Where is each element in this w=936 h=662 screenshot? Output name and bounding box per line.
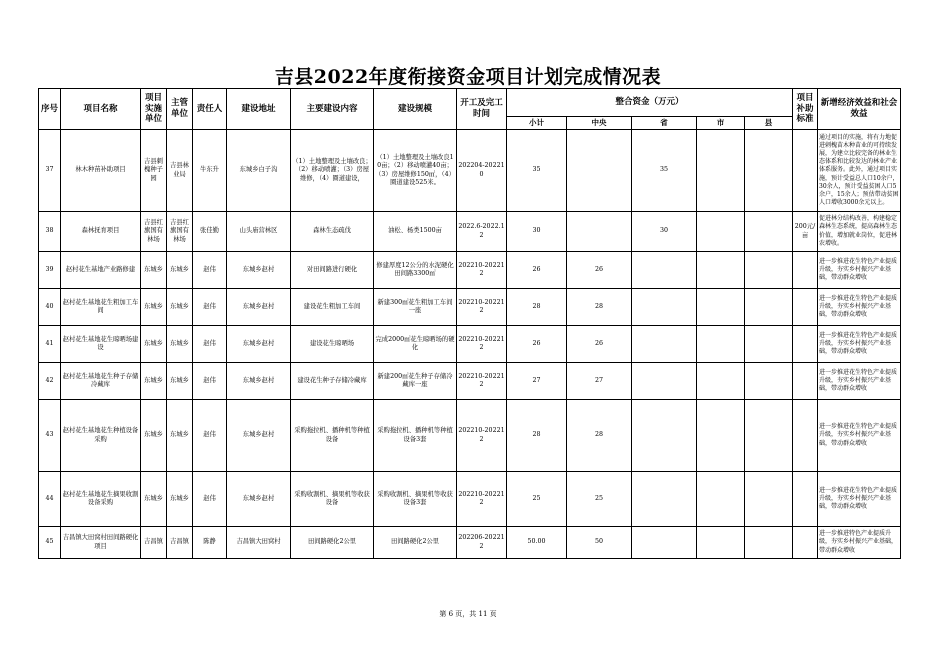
central-cell: 50	[567, 527, 632, 559]
county-cell	[745, 363, 793, 400]
supervisor-cell: 吉昌镇	[167, 527, 193, 559]
city-cell	[697, 527, 745, 559]
province-cell: 30	[632, 212, 697, 252]
subsidy-cell	[793, 472, 818, 527]
location-cell: 山头庙营林区	[227, 212, 291, 252]
province-cell	[632, 252, 697, 289]
header-scale: 建设规模	[374, 89, 457, 130]
period-cell: 202206-202212	[457, 527, 507, 559]
header-subtotal: 小计	[507, 117, 567, 130]
city-cell	[697, 400, 745, 472]
seq-cell: 39	[39, 252, 61, 289]
subtotal-cell: 28	[507, 289, 567, 326]
subtotal-cell: 26	[507, 326, 567, 363]
location-cell: 东城乡赵村	[227, 326, 291, 363]
header-funds: 整合资金（万元）	[507, 89, 793, 117]
location-cell: 东城乡赵村	[227, 363, 291, 400]
header-impl-unit: 项目实施单位	[141, 89, 167, 130]
content-cell: 采购拖拉机、播种机等种植设备	[291, 400, 374, 472]
central-cell: 26	[567, 252, 632, 289]
supervisor-cell: 东城乡	[167, 326, 193, 363]
name-cell: 吉昌镇大田窝村田间路硬化项目	[61, 527, 141, 559]
content-cell: 建设花生种子存储冷藏库	[291, 363, 374, 400]
impl-unit-cell: 吉县红旗国有林场	[141, 212, 167, 252]
county-cell	[745, 289, 793, 326]
city-cell	[697, 472, 745, 527]
central-cell	[567, 212, 632, 252]
subsidy-cell	[793, 527, 818, 559]
subtotal-cell: 25	[507, 472, 567, 527]
supervisor-cell: 东城乡	[167, 289, 193, 326]
header-benefit: 新增经济效益和社会效益	[818, 89, 901, 130]
name-cell: 赵村花生基地花生种子存储冷藏库	[61, 363, 141, 400]
location-cell: 东城乡赵村	[227, 289, 291, 326]
name-cell: 赵村花生基地花生粗加工车间	[61, 289, 141, 326]
responsible-cell: 赵伟	[193, 252, 227, 289]
central-cell: 28	[567, 289, 632, 326]
seq-cell: 43	[39, 400, 61, 472]
province-cell	[632, 326, 697, 363]
location-cell: 东城乡白子沟	[227, 130, 291, 212]
content-cell: 森林生态疏伐	[291, 212, 374, 252]
subsidy-cell: 200元/亩	[793, 212, 818, 252]
city-cell	[697, 212, 745, 252]
table-row	[39, 289, 901, 326]
scale-cell: 油松、杨类1500亩	[374, 212, 457, 252]
period-cell: 202210-202212	[457, 400, 507, 472]
seq-cell: 37	[39, 130, 61, 212]
name-cell: 林木种苗补助项目	[61, 130, 141, 212]
subtotal-cell: 30	[507, 212, 567, 252]
location-cell: 吉昌镇大田窝村	[227, 527, 291, 559]
period-cell: 202204-202210	[457, 130, 507, 212]
content-cell: 建设花生粗加工车间	[291, 289, 374, 326]
period-cell: 202210-202212	[457, 326, 507, 363]
name-cell: 赵村花生基地产业路修建	[61, 252, 141, 289]
central-cell: 28	[567, 400, 632, 472]
scale-cell: 采购拖拉机、播种机等种植设备3套	[374, 400, 457, 472]
city-cell	[697, 363, 745, 400]
benefit-cell: 进一步推进花生特色产业提质升级，夯实乡村振兴产业基础，带动群众增收	[818, 400, 901, 472]
table-row	[39, 363, 901, 400]
header-period: 开工及完工时间	[457, 89, 507, 130]
county-cell	[745, 326, 793, 363]
benefit-cell: 进一步推进特色产业提质升级，夯实乡村振兴产业基础，带动群众增收	[818, 527, 901, 559]
header-location: 建设地址	[227, 89, 291, 130]
supervisor-cell: 吉县红旗国有林场	[167, 212, 193, 252]
impl-unit-cell: 东城乡	[141, 289, 167, 326]
name-cell: 森林抚育项目	[61, 212, 141, 252]
seq-cell: 44	[39, 472, 61, 527]
subtotal-cell: 35	[507, 130, 567, 212]
impl-unit-cell: 东城乡	[141, 252, 167, 289]
central-cell: 25	[567, 472, 632, 527]
supervisor-cell: 东城乡	[167, 252, 193, 289]
responsible-cell: 赵伟	[193, 400, 227, 472]
supervisor-cell: 东城乡	[167, 363, 193, 400]
name-cell: 赵村花生基地花生种植设备采购	[61, 400, 141, 472]
county-cell	[745, 400, 793, 472]
city-cell	[697, 130, 745, 212]
page-title: 吉县2022年度衔接资金项目计划完成情况表	[274, 66, 662, 88]
impl-unit-cell: 东城乡	[141, 326, 167, 363]
period-cell: 202210-202212	[457, 472, 507, 527]
responsible-cell: 牛东升	[193, 130, 227, 212]
supervisor-cell: 吉县林业局	[167, 130, 193, 212]
location-cell: 东城乡赵村	[227, 400, 291, 472]
content-cell: 建设花生晾晒场	[291, 326, 374, 363]
header-county: 县	[745, 117, 793, 130]
benefit-cell: 进一步推进花生特色产业提质升级，夯实乡村振兴产业基础，带动群众增收	[818, 363, 901, 400]
content-cell: （1）土地整理及土壤改良；（2）移动喷灌；（3）房屋维修，（4）圈道建设，	[291, 130, 374, 212]
project-table	[38, 88, 901, 559]
location-cell: 东城乡赵村	[227, 252, 291, 289]
content-cell: 对田间路进行硬化	[291, 252, 374, 289]
seq-cell: 41	[39, 326, 61, 363]
period-cell: 202210-202212	[457, 252, 507, 289]
seq-cell: 38	[39, 212, 61, 252]
header-subsidy: 项目补助标准	[793, 89, 818, 130]
province-cell	[632, 472, 697, 527]
period-cell: 202210-202212	[457, 289, 507, 326]
county-cell	[745, 130, 793, 212]
scale-cell: 完成2000㎡花生晾晒场的硬化	[374, 326, 457, 363]
table-row	[39, 527, 901, 559]
table-row	[39, 472, 901, 527]
benefit-cell: 进一步推进花生特色产业提质升级，夯实乡村振兴产业基础，带动群众增收	[818, 252, 901, 289]
name-cell: 赵村花生基地花生晾晒场建设	[61, 326, 141, 363]
responsible-cell: 张佳勤	[193, 212, 227, 252]
city-cell	[697, 252, 745, 289]
impl-unit-cell: 吉县刺槐种子园	[141, 130, 167, 212]
responsible-cell: 赵伟	[193, 363, 227, 400]
subtotal-cell: 28	[507, 400, 567, 472]
header-name: 项目名称	[61, 89, 141, 130]
period-cell: 2022.6-2022.12	[457, 212, 507, 252]
seq-cell: 42	[39, 363, 61, 400]
header-city: 市	[697, 117, 745, 130]
province-cell: 35	[632, 130, 697, 212]
city-cell	[697, 289, 745, 326]
subtotal-cell: 26	[507, 252, 567, 289]
table-row	[39, 326, 901, 363]
scale-cell: 新建200㎡花生种子存储冷藏库一座	[374, 363, 457, 400]
location-cell: 东城乡赵村	[227, 472, 291, 527]
city-cell	[697, 326, 745, 363]
scale-cell: 田间路硬化2公里	[374, 527, 457, 559]
supervisor-cell: 东城乡	[167, 472, 193, 527]
page-footer: 第 6 页，共 11 页	[439, 610, 497, 618]
scale-cell: 修建厚度12公分的水泥硬化田间路3300㎡	[374, 252, 457, 289]
responsible-cell: 赵伟	[193, 326, 227, 363]
benefit-cell: 进一步推进花生特色产业提质升级，夯实乡村振兴产业基础，带动群众增收	[818, 472, 901, 527]
impl-unit-cell: 东城乡	[141, 472, 167, 527]
scale-cell: （1）土地整理及土壤改良10亩；（2）移动喷灌40亩；（3）房屋维修150㎡，（4）圈道建设525米。	[374, 130, 457, 212]
table-row	[39, 252, 901, 289]
responsible-cell: 陈静	[193, 527, 227, 559]
header-supervisor: 主管单位	[167, 89, 193, 130]
benefit-cell: 通过项目的实施，将有力地促进刺槐苗木种苗业的可持续发展，为建立比较完备的林业生态体系和比较发达的林业产业体系服务。此外，通过项目实施，预计受益总人口10余户，30余人，预计受益贫困人口5余户，15余人；预估带动贫困人口增收3000余元以上。	[818, 130, 901, 212]
county-cell	[745, 527, 793, 559]
subsidy-cell	[793, 363, 818, 400]
subsidy-cell	[793, 252, 818, 289]
subsidy-cell	[793, 130, 818, 212]
central-cell: 26	[567, 326, 632, 363]
table-row	[39, 212, 901, 252]
subsidy-cell	[793, 400, 818, 472]
central-cell: 27	[567, 363, 632, 400]
supervisor-cell: 东城乡	[167, 400, 193, 472]
province-cell	[632, 363, 697, 400]
header-province: 省	[632, 117, 697, 130]
responsible-cell: 赵伟	[193, 289, 227, 326]
subsidy-cell	[793, 289, 818, 326]
header-responsible: 责任人	[193, 89, 227, 130]
seq-cell: 40	[39, 289, 61, 326]
central-cell	[567, 130, 632, 212]
impl-unit-cell: 东城乡	[141, 400, 167, 472]
benefit-cell: 进一步推进花生特色产业提质升级，夯实乡村振兴产业基础，带动群众增收	[818, 326, 901, 363]
table-body	[39, 130, 901, 559]
benefit-cell: 进一步推进花生特色产业提质升级，夯实乡村振兴产业基础，带动群众增收	[818, 289, 901, 326]
province-cell	[632, 527, 697, 559]
table-row	[39, 130, 901, 212]
subtotal-cell: 50.00	[507, 527, 567, 559]
content-cell: 田间路硬化2公里	[291, 527, 374, 559]
county-cell	[745, 212, 793, 252]
county-cell	[745, 472, 793, 527]
impl-unit-cell: 吉昌镇	[141, 527, 167, 559]
content-cell: 采购收割机、摘果机等收获设备	[291, 472, 374, 527]
impl-unit-cell: 东城乡	[141, 363, 167, 400]
province-cell	[632, 400, 697, 472]
header-seq: 序号	[39, 89, 61, 130]
subtotal-cell: 27	[507, 363, 567, 400]
name-cell: 赵村花生基地花生摘果收割设备采购	[61, 472, 141, 527]
seq-cell: 45	[39, 527, 61, 559]
county-cell	[745, 252, 793, 289]
header-content: 主要建设内容	[291, 89, 374, 130]
benefit-cell: 促进林分结构改善，构建稳定森林生态系统，提高森林生态价值，增加就业岗位，促进林农增收。	[818, 212, 901, 252]
period-cell: 202210-202212	[457, 363, 507, 400]
subsidy-cell	[793, 326, 818, 363]
responsible-cell: 赵伟	[193, 472, 227, 527]
header-central: 中央	[567, 117, 632, 130]
table-row	[39, 400, 901, 472]
province-cell	[632, 289, 697, 326]
scale-cell: 采购收割机、摘果机等收获设备3套	[374, 472, 457, 527]
scale-cell: 新建300㎡花生粗加工车间一座	[374, 289, 457, 326]
